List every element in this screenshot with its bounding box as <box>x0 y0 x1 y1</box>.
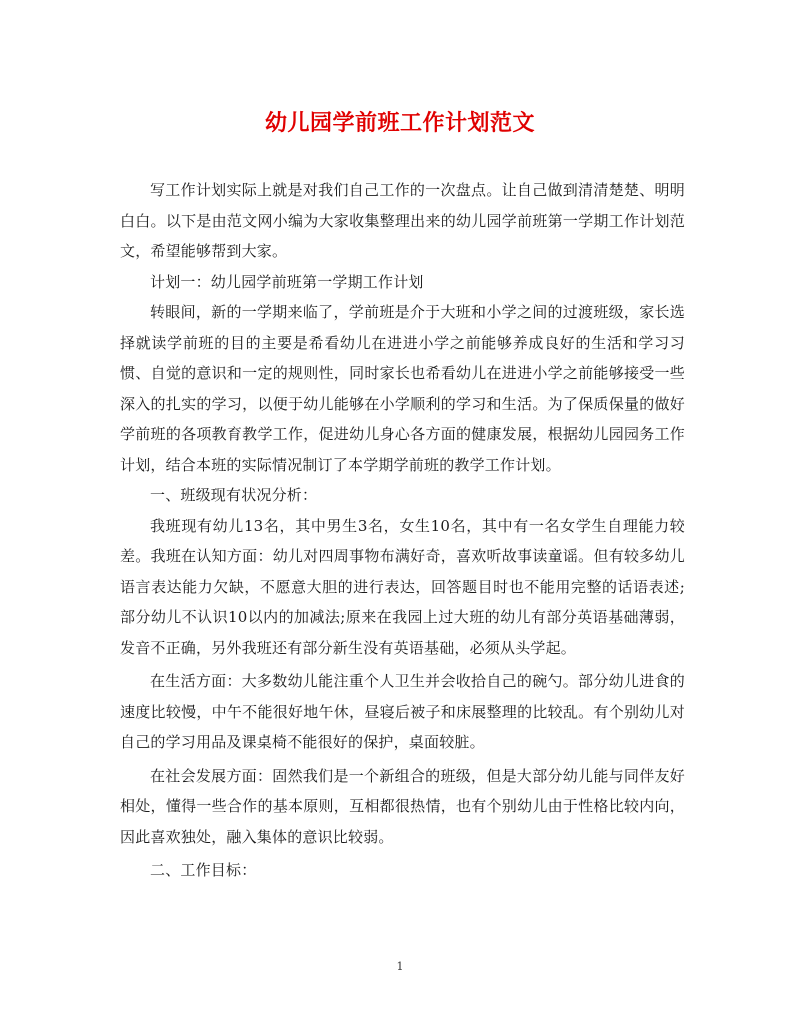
paragraph-intro: 写工作计划实际上就是对我们自己工作的一次盘点。让自己做到清清楚楚、明明白白。以下是由范文网小编为大家收集整理出来的幼儿园学前班第一学期工作计划范文，希望能够帮到大家。 <box>120 181 685 260</box>
document-body <box>120 175 685 886</box>
paragraph-overview: 转眼间，新的一学期来临了，学前班是介于大班和小学之间的过渡班级，家长选择就读学前班的目的主要是希看幼儿在进进小学之前能够养成良好的生活和学习习惯、自觉的意识和一定的规则性，同时家长也希看幼儿在进进小学之前能够接受一些深入的扎实的学习，以便于幼儿能够在小学顺利的学习和生活。为了保质保量的做好学前班的各项教育教学工作，促进幼儿身心各方面的健康发展，根据幼儿园园务工作计划，结合本班的实际情况制订了本学期学前班的教学工作计划。 <box>120 303 685 474</box>
paragraph-plan-heading: 计划一：幼儿园学前班第一学期工作计划 <box>150 272 424 291</box>
section-heading-work-goals: 二、工作目标： <box>150 861 257 879</box>
section-heading-class-analysis: 一、班级现有状况分析： <box>150 486 318 504</box>
paragraph-daily-life: 在生活方面：大多数幼儿能注重个人卫生并会收拾自己的碗勺。部分幼儿进食的速度比较慢，中午不能很好地午休，昼寝后被子和床展整理的比较乱。有个别幼儿对自己的学习用品及课桌椅不能很好的保护，桌面较脏。 <box>120 672 685 751</box>
paragraph-social: 在社会发展方面：固然我们是一个新组合的班级，但是大部分幼儿能与同伴友好相处，懂得一些合作的基本原则，互相都很热情，也有个别幼儿由于性格比较内向，因此喜欢独处，融入集体的意识比较弱。 <box>120 766 685 846</box>
page-number: 1 <box>396 960 404 973</box>
document-title: 幼儿园学前班工作计划范文 <box>264 110 535 136</box>
paragraph-cognition: 我班现有幼儿13名，其中男生3名，女生10名，其中有一名女学生自理能力较差。我班在认知方面：幼儿对四周事物布满好奇，喜欢听故事读童谣。但有较多幼儿语言表达能力欠缺，不愿意大胆的进行表达，回答题目时也不能用完整的话语表述;部分幼儿不认识10以内的加减法;原来在我园上过大班的幼儿有部分英语基础薄弱，发音不正确，另外我班还有部分新生没有英语基础，必须从头学起。 <box>120 516 685 657</box>
